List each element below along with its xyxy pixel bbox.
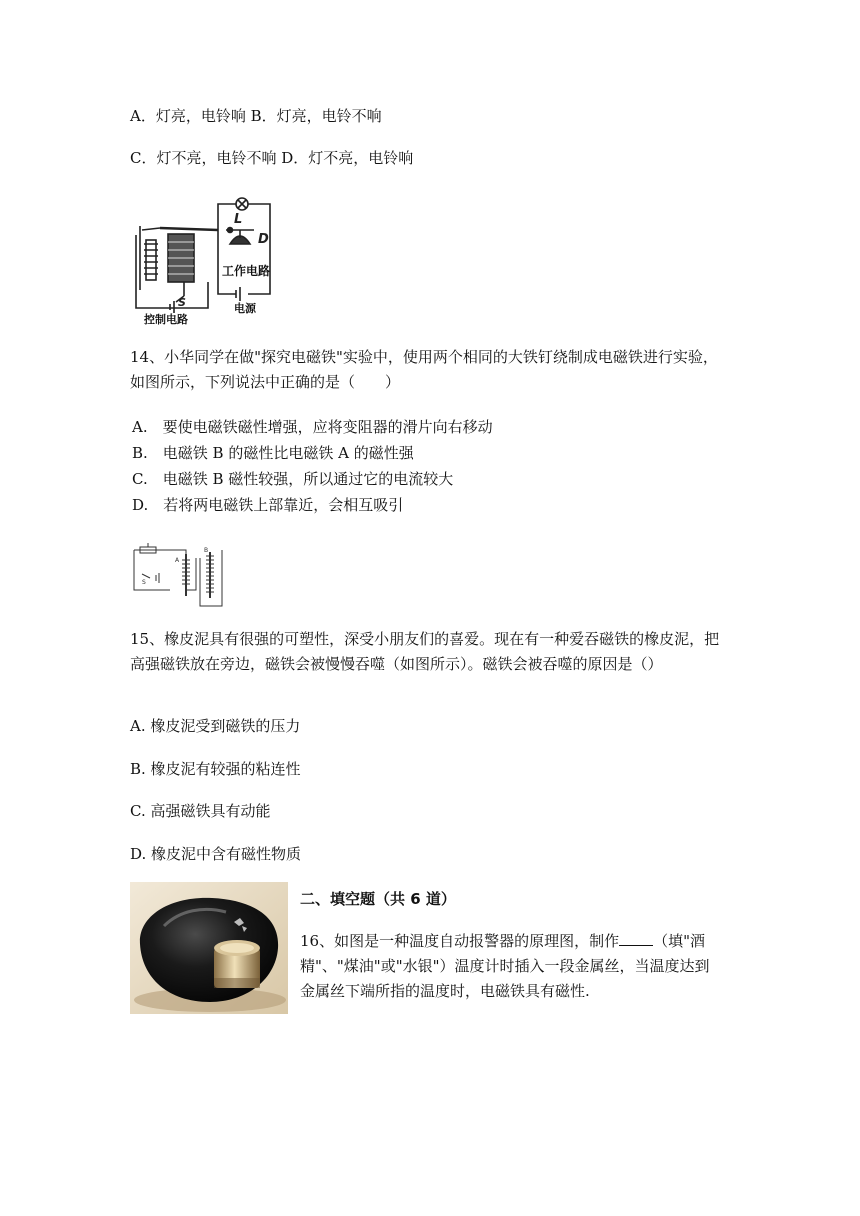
q14-option-d: D. 若将两电磁铁上部靠近，会相互吸引 [132,496,404,514]
q15-option-a: A. 橡皮泥受到磁铁的压力 [130,717,301,735]
label-magnet-B: B [204,547,209,554]
label-power: 电源 [234,302,256,315]
q16-text-before: 16、如图是一种温度自动报警器的原理图，制作 [300,932,620,950]
magnetic-putty-photo [130,882,288,1014]
q15-option-d: D. 橡皮泥中含有磁性物质 [130,845,302,863]
q15-stem: 15、橡皮泥具有很强的可塑性，深受小朋友们的喜爱。现在有一种爱吞磁铁的橡皮泥，把高强磁铁放在旁边，磁铁会被慢慢吞噬（如图所示）。磁铁会被吞噬的原因是（） [130,630,720,673]
label-control-circuit: 控制电路 [144,313,188,325]
label-magnet-A: A [175,557,180,564]
label-L: L [234,212,243,227]
q16-text-after: （填"酒精"、"煤油"或"水银"）温度计时插入一段金属丝，当温度达到金属丝下端所指的温度时，电磁铁具有磁性. [300,932,710,1000]
q16-stem [300,929,720,1004]
section-heading-fill-in: 二、填空题（共 6 道） [300,890,456,908]
relay-circuit-figure [130,190,280,325]
q14-option-a: A. 要使电磁铁磁性增强，应将变阻器的滑片向右移动 [132,418,493,436]
q13-options-line-2: C．灯不亮，电铃不响 D．灯不亮，电铃响 [130,149,414,167]
label-S: S [178,296,186,309]
label-switch-S: S [142,579,146,586]
q15-option-b: B. 橡皮泥有较强的粘连性 [130,760,301,778]
q14-option-b: B. 电磁铁 B 的磁性比电磁铁 A 的磁性强 [132,444,414,462]
q14-option-c: C. 电磁铁 B 磁性较强，所以通过它的电流较大 [132,470,454,488]
q13-options-line-1: A．灯亮，电铃响 B．灯亮，电铃不响 [130,107,382,125]
label-D: D [258,232,269,247]
label-work-circuit: 工作电路 [222,264,271,278]
q15-option-c: C. 高强磁铁具有动能 [130,802,271,820]
q16-blank [619,931,653,946]
electromagnet-circuit-figure [130,540,226,608]
q14-stem: 14、小华同学在做"探究电磁铁"实验中，使用两个相同的大铁钉绕制成电磁铁进行实验，如图所示，下列说法中正确的是（ ） [130,348,718,391]
